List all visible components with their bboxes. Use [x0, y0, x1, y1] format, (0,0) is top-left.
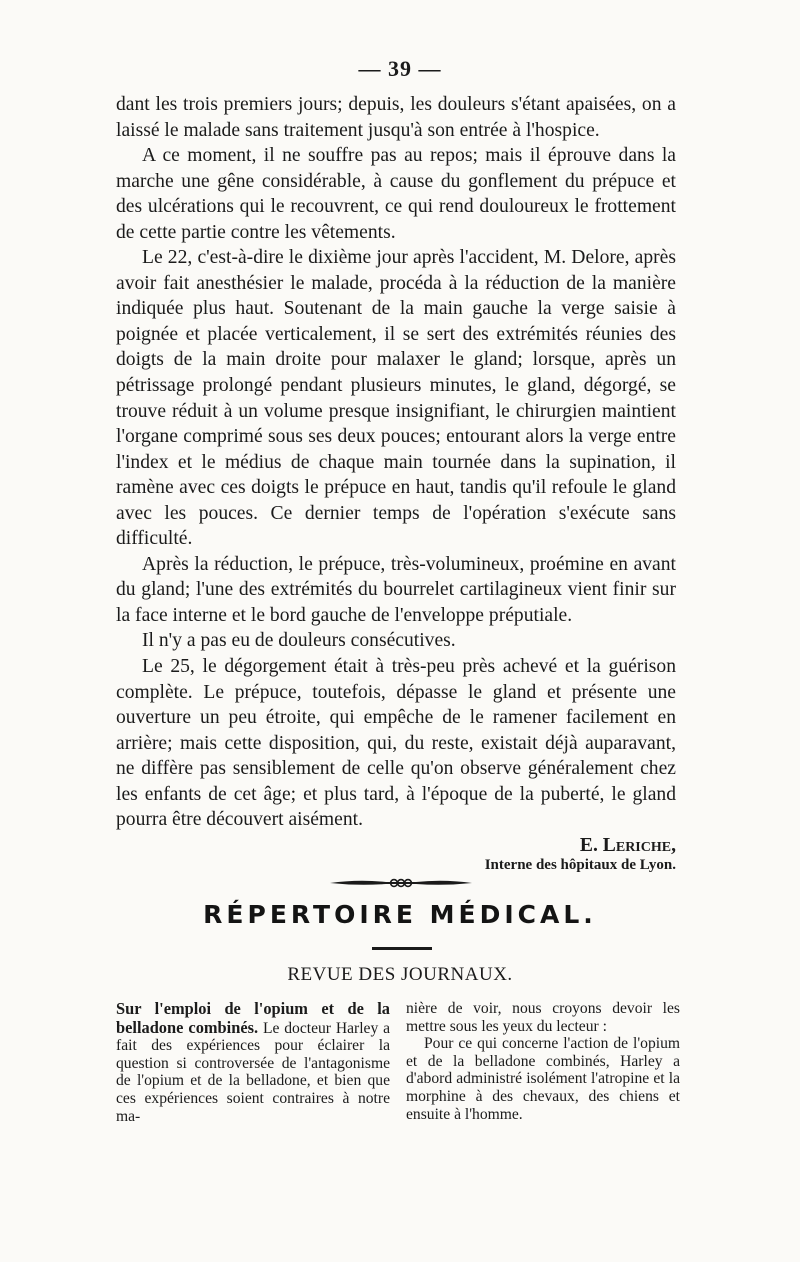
paragraph: Le 25, le dégorgement était à très-peu près achevé et la guérison complète. Le prépuce, toutefois, dépasse le gland et présente une ouverture un peu étroite, qui empêche de le ramener facilement en arrière; mais cette disposition, qui, du reste, existait déjà auparavant, ne diffère pas sensiblement de celle qu'on observe généralement chez les enfants de cet âge; et plus tard, à l'époque de la puberté, le gland pourra être découvert aisément.: [116, 656, 676, 831]
signature-affiliation: Interne des hôpitaux de Lyon.: [484, 857, 676, 874]
article-heading: Sur l'emploi de l'opium et de la belladone combinés.: [116, 999, 390, 1037]
paragraph: A ce moment, il ne souffre pas au repos; mais il éprouve dans la marche une gêne considérable, à cause du gonflement du prépuce et des ulcérations qui le recouvrent, ce qui rend douloureux le frottement de cette partie contre les vêtements.: [116, 145, 676, 243]
title-rule: [372, 947, 432, 950]
signature-name: E. Leriche,: [579, 834, 676, 856]
paragraph: dant les trois premiers jours; depuis, les douleurs s'étant apaisées, on a laissé le malade sans traitement jusqu'à son entrée à l'hospice.: [116, 94, 676, 141]
section-title: RÉPERTOIRE MÉDICAL.: [203, 900, 597, 929]
ornament-divider: [328, 876, 474, 890]
paragraph: Il n'y a pas eu de douleurs consécutives.: [142, 630, 456, 652]
page-number: — 39 —: [358, 56, 442, 81]
main-body-text: [116, 92, 676, 875]
two-column-article: [116, 1000, 680, 1125]
left-column: [116, 1000, 390, 1125]
article-left-text: Le docteur Harley a fait des expériences pour éclairer la question si controversée de l'antagonisme de l'opium et de la belladone, et bien que ces expériences soient contraires à notre ma-: [116, 1019, 390, 1125]
article-right-text-2: Pour ce qui concerne l'action de l'opium et de la belladone combinés, Harley a d'abord administré isolément l'atropine et la morphine à des chevaux, des chiens et ensuite à l'homme.: [406, 1035, 680, 1123]
paragraph: Après la réduction, le prépuce, très-volumineux, proémine en avant du gland; l'une des extrémités du bourrelet cartilagineux vient finir sur la face interne et le bord gauche de l'enveloppe préputiale.: [116, 553, 676, 626]
subsection-title: REVUE DES JOURNAUX.: [287, 964, 513, 985]
paragraph: Le 22, c'est-à-dire le dixième jour après l'accident, M. Delore, après avoir fait anesthésier le malade, procéda à la réduction de la manière indiquée plus haut. Soutenant de la main gauche la verge saisie à poignée et placée verticalement, il se sert des extrémités réunies des doigts de la main droite pour malaxer le gland; lorsque, après un pétrissage prolongé pendant plusieurs minutes, le gland, dégorgé, se trouve réduit à un volume presque insignifiant, le chirurgien maintient l'organe comprimé sous ses deux pouces; entourant alors la verge entre l'index et le médius de chaque main tournée dans la supination, il ramène avec ces doigts le prépuce en haut, tandis qu'il refoule le gland avec les pouces. Ce dernier temps de l'opération s'exécute sans difficulté.: [116, 247, 676, 550]
left-column-text: [116, 1000, 390, 1125]
article-right-text-1: nière de voir, nous croyons devoir les mettre sous les yeux du lecteur :: [406, 1000, 680, 1035]
right-column: [406, 1000, 680, 1125]
